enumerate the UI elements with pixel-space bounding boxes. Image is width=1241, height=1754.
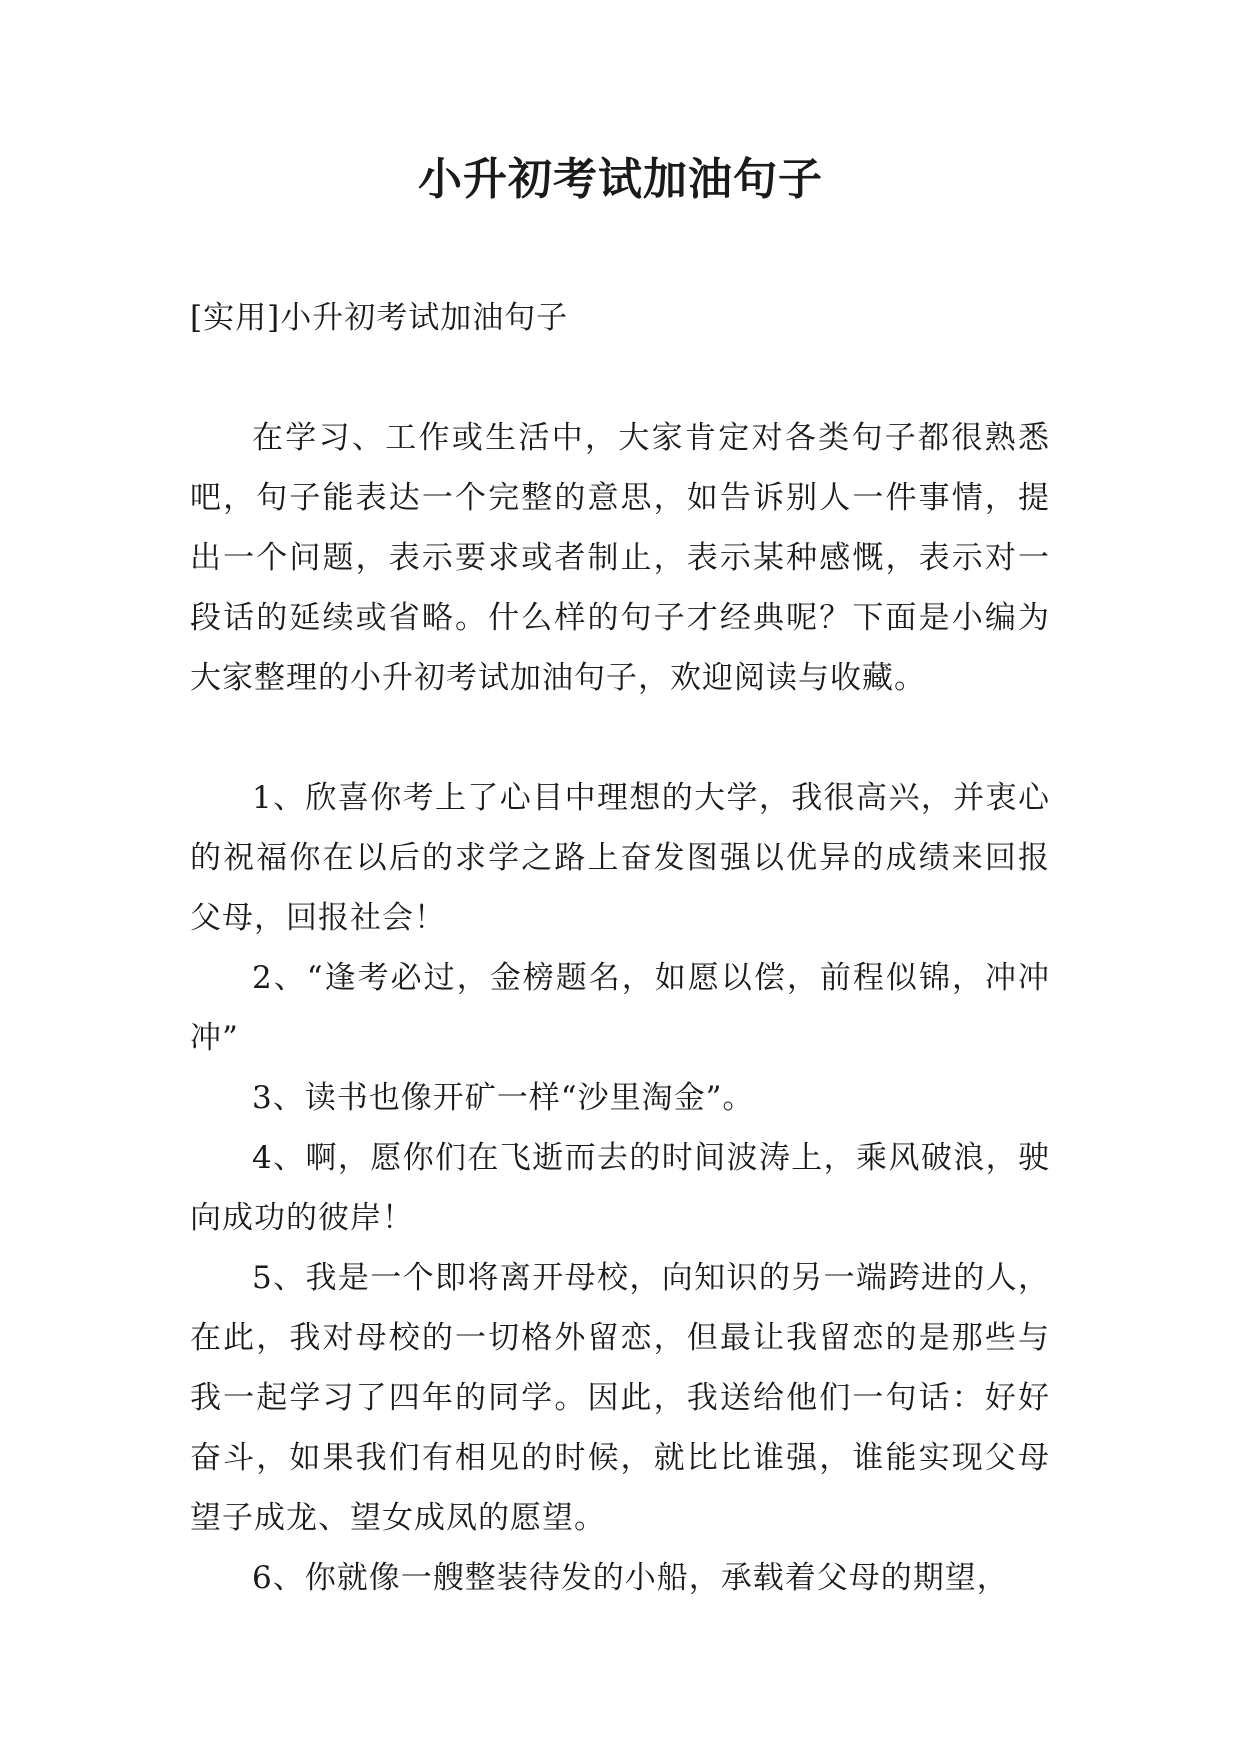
list-item: 2、“逢考必过，金榜题名，如愿以偿，前程似锦，冲冲冲” [190,960,1050,1056]
list-item: 3、读书也像开矿一样“沙里淘金”。 [252,1080,755,1116]
list-item: 1、欣喜你考上了心目中理想的大学，我很高兴，并衷心的祝福你在以后的求学之路上奋发图强以优异的成绩来回报父母，回报社会！ [190,780,1050,936]
list-item: 6、你就像一艘整装待发的小船，承载着父母的期望， [252,1560,1009,1596]
list-item: 4、啊，愿你们在飞逝而去的时间波涛上，乘风破浪，驶向成功的彼岸！ [190,1140,1050,1236]
list-item: 5、我是一个即将离开母校，向知识的另一端跨进的人，在此，我对母校的一切格外留恋，但最让我留恋的是那些与我一起学习了四年的同学。因此，我送给他们一句话：好好奋斗，如果我们有相见的时候，就比比谁强，谁能实现父母望子成龙、望女成凤的愿望。 [190,1260,1050,1536]
document-title: 小升初考试加油句子 [418,154,823,205]
document-body [190,288,1050,1608]
document-subtitle: [实用]小升初考试加油句子 [190,300,569,336]
intro-paragraph: 在学习、工作或生活中，大家肯定对各类句子都很熟悉吧，句子能表达一个完整的意思，如告诉别人一件事情，提出一个问题，表示要求或者制止，表示某种感慨，表示对一段话的延续或省略。什么样的句子才经典呢？下面是小编为大家整理的小升初考试加油句子，欢迎阅读与收藏。 [190,420,1050,696]
